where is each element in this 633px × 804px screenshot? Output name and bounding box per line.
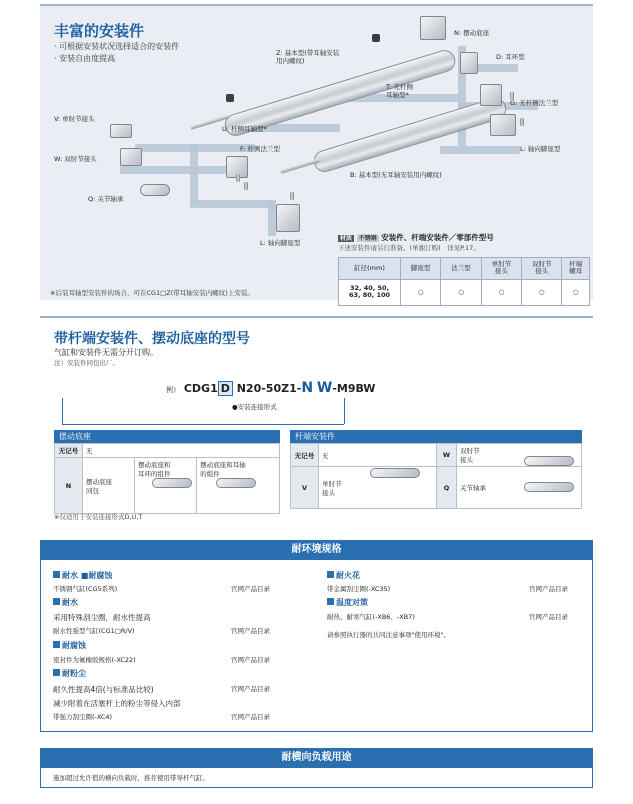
- desc-note: 注）安装件同包出厂。: [54, 359, 119, 367]
- label-W: W: 双肘节接头: [54, 155, 97, 163]
- combo-2: 摆动底座和耳轴 的组件: [197, 458, 280, 514]
- connector-pipe: [268, 200, 276, 236]
- env-heading: 耐水 ■耐腐蚀: [53, 570, 112, 581]
- catalog-link[interactable]: 官网产品目录: [231, 656, 270, 664]
- label-L-bottom: L: 轴向脚座型: [260, 239, 301, 247]
- col-header: 单肘节 接头: [481, 257, 521, 279]
- col-header: 法兰型: [441, 257, 481, 279]
- label-F: F: 杆侧法兰型: [240, 145, 280, 153]
- label-Q: Q: 关节轴承: [88, 195, 124, 203]
- connector-line: [344, 398, 345, 424]
- col-header: 杆端 螺母: [562, 257, 590, 279]
- label-G: G: 无杆侧法兰型: [510, 99, 559, 107]
- connector-pipe: [190, 200, 275, 208]
- connector-pipe: [440, 146, 520, 154]
- label-N: N: 摆动底座: [454, 29, 490, 37]
- env-item: 耐久性提高4倍(与标准品比较): [53, 685, 154, 694]
- example-prefix: 例）: [166, 386, 180, 394]
- model-part: -M9BW: [332, 382, 376, 395]
- col-header: 双肘节 接头: [522, 257, 562, 279]
- w-desc: 双肘节 接头: [457, 444, 582, 467]
- q-desc: 关节轴承: [457, 467, 582, 509]
- connector-pipe: [190, 144, 198, 204]
- none-text: 无: [83, 444, 280, 458]
- env-heading: 耐水: [53, 597, 78, 608]
- label-U: U: 杆侧耳轴型*: [222, 125, 267, 133]
- connector-line: [62, 398, 63, 424]
- bullet-1: · 可根据安装状况选择适合的安装件: [54, 42, 180, 51]
- combo-1: 摆动底座和 耳环的组件: [135, 458, 197, 514]
- col-header: 脚座型: [401, 257, 441, 279]
- bore-cell: 32, 40, 50, 63, 80, 100: [339, 279, 401, 305]
- cell: ○: [481, 279, 521, 305]
- clevis-part: [460, 52, 478, 74]
- env-heading: 耐火花: [327, 570, 360, 581]
- axial-foot-part: [276, 204, 300, 232]
- env-item: 耐热、耐寒气缸(-XB6、-XB7): [327, 613, 415, 621]
- env-heading: 耐腐蚀: [53, 640, 86, 651]
- bolt: [290, 192, 294, 200]
- section-title: 丰富的安装件: [54, 22, 145, 40]
- nut-part: [226, 94, 234, 102]
- model-part-mount: D: [218, 381, 233, 396]
- parts-table-block: [338, 232, 590, 306]
- catalog-link[interactable]: 官网产品目录: [529, 585, 568, 593]
- catalog-link[interactable]: 官网产品目录: [231, 713, 270, 721]
- rod-cylinder-image: [524, 456, 574, 466]
- label-D: D: 耳环型: [496, 53, 525, 61]
- symbol-W: W: [437, 444, 457, 467]
- cylinder-lower: [311, 95, 509, 175]
- catalog-link[interactable]: 官网产品目录: [231, 585, 270, 593]
- rod-cylinder-image: [370, 468, 420, 478]
- footnote: ※仅适用于安装连接形式D,U,T: [54, 513, 143, 521]
- bolt: [236, 174, 240, 182]
- model-part: CDG1: [183, 382, 218, 395]
- v-desc: 单肘节 接头: [319, 467, 437, 509]
- env-heading: 耐粉尘: [53, 668, 86, 679]
- cell: ○: [441, 279, 481, 305]
- label-Z: Z: 基本型(带耳轴安装 用内螺纹): [276, 49, 340, 65]
- bolt: [244, 182, 248, 190]
- table-title: 安装件、杆端安装件／零部件型号: [381, 233, 494, 242]
- bolt: [520, 118, 524, 126]
- material-value: 不锈钢: [358, 235, 377, 242]
- bullet-2: · 安装自由度提高: [54, 54, 116, 63]
- material-tag: 材质: [340, 235, 353, 242]
- swing-table-title: 摆动底座: [54, 430, 280, 443]
- table-subtitle: 下述安装件请另行准备。(单独订购) 详见P.17。: [338, 244, 480, 252]
- label-L-right: L: 轴向脚座型: [520, 145, 561, 153]
- footnote: ※后装耳轴型安装件的场合，可在CG1□Z(带耳轴安装内螺纹)上安装。: [50, 289, 254, 297]
- rod-table-title: 杆端安装件: [290, 430, 582, 443]
- lateral-load-title: 耐横向负载用途: [40, 748, 593, 768]
- env-item: 密封件为氟橡胶规格(-XC22): [53, 656, 136, 664]
- env-item: 减少附着在活塞杆上的粉尘等侵入内部: [53, 699, 181, 708]
- swing-cylinder-image: [216, 478, 256, 488]
- env-item: 耐水性强型气缸(CG1□R/V): [53, 627, 135, 635]
- double-knuckle-part: [120, 148, 142, 166]
- connector-line: [62, 424, 344, 425]
- parts-table: [338, 257, 590, 306]
- mounting-section: [40, 4, 593, 300]
- single-knuckle-part: [110, 124, 132, 138]
- symbol-header: 无记号: [291, 444, 319, 467]
- piston-rod: [280, 158, 319, 174]
- col-header: 缸径(mm): [339, 257, 401, 279]
- model-part-rod: W: [316, 380, 333, 396]
- symbol-V: V: [291, 467, 319, 509]
- cell: ○: [522, 279, 562, 305]
- symbol-Q: Q: [437, 467, 457, 509]
- env-item: 带强力刮尘圈(-XC4): [53, 713, 113, 721]
- label-V: V: 单肘节接头: [54, 115, 95, 123]
- env-item: 带金属刮尘圈(-XC35): [327, 585, 391, 593]
- catalog-link[interactable]: 官网产品目录: [231, 627, 270, 635]
- rod-table: [290, 443, 582, 509]
- mount-caption: ●安装连接形式: [232, 403, 277, 411]
- model-code: [166, 380, 375, 396]
- desc-line: 气缸和安装件无需分开订购。: [54, 348, 158, 357]
- label-B: B: 基本型(无耳轴安装用内螺纹): [350, 171, 442, 179]
- rod-cylinder-image: [524, 482, 574, 492]
- env-note: 请参照执行器的共同注意事项"使用环境"。: [327, 631, 450, 639]
- flange-part: [480, 84, 502, 106]
- model-part: N20-50Z1-: [236, 382, 302, 395]
- cell: ○: [401, 279, 441, 305]
- cell: ○: [562, 279, 590, 305]
- env-heading: 温度对策: [327, 597, 368, 608]
- env-spec-title: 耐环境规格: [40, 540, 593, 560]
- catalog-link[interactable]: 官网产品目录: [231, 685, 270, 693]
- symbol-N: N: [55, 458, 83, 514]
- model-part-swing: N: [301, 380, 314, 396]
- rod-end-bearing-part: [140, 184, 170, 196]
- swing-cylinder-image: [152, 478, 192, 488]
- lateral-load-panel: [40, 768, 593, 788]
- env-item: 不锈钢气缸(CG5系列): [53, 585, 118, 593]
- section-title: 带杆端安装件、摆动底座的型号: [54, 331, 250, 347]
- connector-pipe: [120, 166, 240, 174]
- n-desc: 摆动底座 同包: [83, 458, 135, 514]
- lateral-load-text: 施加超过允许值的横向负载时，推荐使用带导杆气缸。: [53, 774, 209, 782]
- symbol-header: 无记号: [55, 444, 83, 458]
- env-spec-panel: [40, 560, 593, 732]
- label-T: T: 无杆侧 耳轴型*: [386, 83, 414, 99]
- swing-bracket-part: [420, 16, 446, 40]
- order-section: [40, 316, 593, 526]
- nut-part: [372, 34, 380, 42]
- catalog-link[interactable]: 官网产品目录: [529, 613, 568, 621]
- foot-part: [490, 114, 516, 136]
- none-text: 无: [319, 444, 437, 467]
- env-item: 采用特殊刮尘圈，耐水性提高: [53, 613, 151, 622]
